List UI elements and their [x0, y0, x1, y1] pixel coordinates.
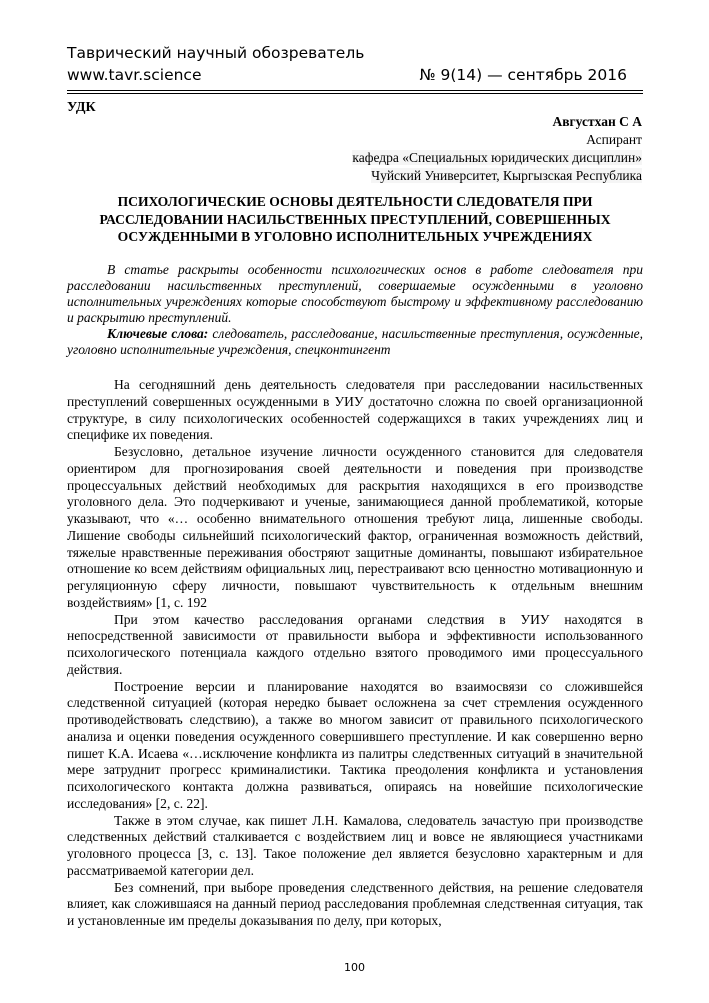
paragraph: Безусловно, детальное изучение личности осужденного становится для следователя ориентиром для прогнозирования своей деятельности и поведения при производстве процессуальных действий необходимых для раскрытия находящихся в его производстве уголовного дела. Это подчеркивают и ученые, занимающиеся данной проблематикой, которые указывают, что «… особенно внимательного отношения требуют лица, лишенные свободы. Лишение свободы сильнейший психологический фактор, ограниченная возможность действий, тяжелые нравственные переживания обостряют защитные доминанты, повышают избирательное отношение ко всем действиям официальных лиц, перестраивают всю ценностно мотивационную и регуляционную сферу личности, повышают чувствительность к отдельным внешним воздействиям» [1, с. 192 — [67, 444, 643, 610]
abstract-block — [67, 262, 643, 358]
journal-issue: № 9(14) — сентябрь 2016 — [419, 66, 627, 84]
article-title: ПСИХОЛОГИЧЕСКИЕ ОСНОВЫ ДЕЯТЕЛЬНОСТИ СЛЕДОВАТЕЛЯ ПРИ РАССЛЕДОВАНИИ НАСИЛЬСТВЕННЫХ ПРЕСТУПЛЕНИЙ, СОВЕРШЕННЫХ ОСУЖДЕННЫМИ В УГОЛОВНО ИСПОЛНИТЕЛЬНЫХ УЧРЕЖДЕНИЯХ — [99, 194, 611, 244]
header-rule-bottom — [67, 93, 643, 94]
keywords-list: следователь, расследование, насильственные преступления, осужденные, уголовно исполнительные учреждения, спецконтингент — [67, 326, 643, 357]
keywords — [67, 326, 643, 358]
paragraph: Также в этом случае, как пишет Л.Н. Камалова, следователь зачастую при производстве следственных действий сталкивается с воздействием лиц и вовсе не являющиеся участниками уголовного процесса [3, с. 13]. Такое положение дел является безусловно характерным и для рассматриваемой категории дел. — [67, 812, 643, 878]
journal-meta-row — [67, 64, 627, 86]
article-body — [67, 377, 643, 930]
paragraph: Построение версии и планирование находятся во взаимосвязи со сложившейся следственной ситуацией (которая нередко бывает осложнена за счет стремления осужденного противодействовать следствию), а также во многом зависит от правильного психологического анализа и оценки поведения осужденного совершившего преступление. И как совершенно верно пишет К.А. Исаева «…исключение конфликта из палитры следственных ситуаций в значительной мере затруднит прогресс криминалистики. Тактика преодоления конфликта и установления психологического контакта должна развиваться, опираясь на новейшие психологические исследования» [2, с. 22]. — [67, 678, 643, 811]
paragraph: На сегодняшний день деятельность следователя при расследовании насильственных преступлений совершенных осужденными в УИУ достаточно сложна по своей организационной структуре, в силу психологических особенностей содержащихся в таких учреждениях лиц и специфике их поведения. — [67, 377, 643, 443]
journal-site: www.tavr.science — [67, 66, 202, 84]
paragraph: Без сомнений, при выборе проведения следственного действия, на решение следователя влияет, как сложившаяся на данный период расследования проблемная следственная ситуация, так и установленные им пределы доказывания по делу, при которых, — [67, 879, 643, 928]
header-rule-top — [67, 90, 643, 91]
paragraph: При этом качество расследования органами следствия в УИУ находятся в непосредственной зависимости от правильности выбора и эффективности использованного психологического потенциала каждого отдельно взятого проводимого ими процессуального действия. — [67, 611, 643, 677]
journal-header — [67, 42, 627, 86]
author-university: Чуйский Университет, Кыргызская Республика — [371, 168, 642, 183]
keywords-label: Ключевые слова: — [107, 326, 209, 341]
udk-label: УДК — [67, 100, 96, 115]
abstract-text: В статье раскрыты особенности психологических основ в работе следователя при расследовании насильственных преступлений, совершаемые осужденными в уголовно исполнительных учреждениях которые способствуют быстрому и эффективному расследованию и раскрытию преступлений. — [67, 262, 643, 325]
page-number: 100 — [344, 961, 365, 974]
author-position: Аспирант — [586, 132, 642, 147]
author-name: Августхан С А — [552, 114, 642, 129]
journal-name: Таврический научный обозреватель — [67, 44, 365, 62]
author-department: кафедра «Специальных юридических дисциплин» — [352, 150, 642, 165]
author-block — [352, 113, 642, 185]
